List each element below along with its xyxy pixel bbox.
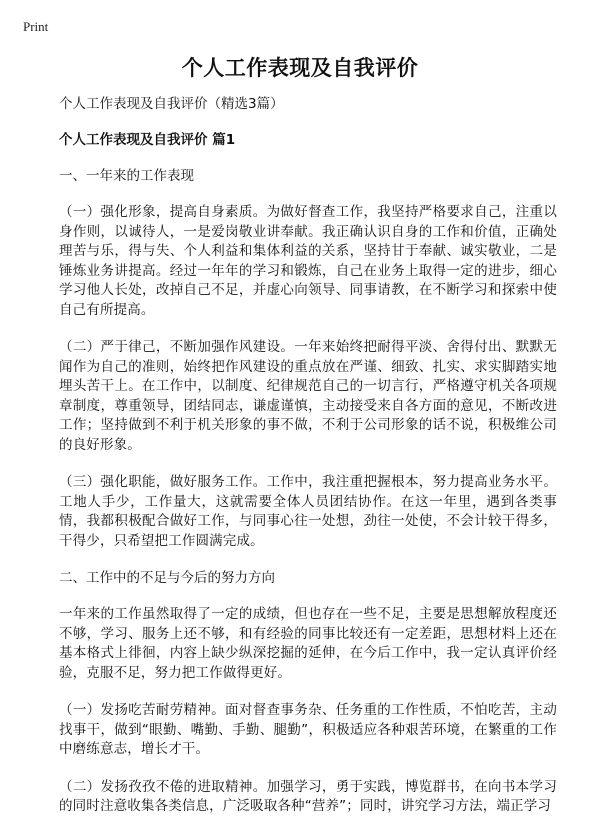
paragraph: （二）严于律己，不断加强作风建设。一年来始终把耐得平淡、舍得付出、默默无闻作为自己的准则，始终把作风建设的重点放在严谨、细致、扎实、求实脚踏实地埋头苦干上。在工作中，以制度、纪律规范自己的一切言行，严格遵守机关各项规章制度，尊重领导，团结同志，谦虚谨慎，主动接受来自各方面的意见，不断改进工作；坚持做到不利于机关形象的事不做，不利于公司形象的话不说，积极维公司的良好形象。 (59, 339, 557, 453)
print-link[interactable]: Print (23, 19, 49, 34)
document-body (59, 95, 557, 835)
intro-line: 个人工作表现及自我评价（精选3篇） (59, 96, 284, 112)
paragraph: 一年来的工作虽然取得了一定的成绩，但也存在一些不足，主要是思想解放程度还不够，学习、服务上还不够，和有经验的同事比较还有一定差距，思想材料上还在基本格式上徘徊，内容上缺少纵深挖掘的延伸，在今后工作中，我一定认真评价经验，克服不足，努力把工作做得更好。 (59, 606, 557, 681)
article-heading: 个人工作表现及自我评价 篇1 (59, 132, 236, 148)
section-heading-2: 二、工作中的不足与今后的努力方向 (59, 570, 275, 586)
paragraph: （一）强化形象，提高自身素质。为做好督查工作，我坚持严格要求自己，注重以身作则，以诚待人，一是爱岗敬业讲奉献。我正确认识自身的工作和价值，正确处理苦与乐，得与失、个人利益和集体利益的关系，坚持甘于奉献、诚实敬业，二是锤炼业务讲提高。经过一年年的学习和锻炼，自己在业务上取得一定的进步，细心学习他人长处，改掉自己不足，并虚心向领导、同事请教，在不断学习和探索中使自己有所提高。 (59, 204, 557, 318)
section-heading-1: 一、一年来的工作表现 (59, 168, 194, 184)
paragraph: （一）发扬吃苦耐劳精神。面对督查事务杂、任务重的工作性质，不怕吃苦，主动找事干，做到“眼勤、嘴勤、手勤、腿勤”，积极适应各种艰苦环境，在繁重的工作中磨练意志，增长才干。 (59, 702, 557, 757)
paragraph: （二）发扬孜孜不倦的进取精神。加强学习，勇于实践，博览群书，在向书本学习的同时注意收集各类信息，广泛吸取各种“营养”；同时，讲究学习方法，端正学习 (59, 778, 557, 814)
page-title: 个人工作表现及自我评价 (181, 56, 419, 80)
paragraph: （三）强化职能，做好服务工作。工作中，我注重把握根本，努力提高业务水平。工地人手少，工作量大，这就需要全体人员团结协作。在这一年里，遇到各类事情，我都积极配合做好工作，与同事心往一处想，劲往一处使，不会计较干得多，干得少，只希望把工作圆满完成。 (59, 474, 557, 549)
